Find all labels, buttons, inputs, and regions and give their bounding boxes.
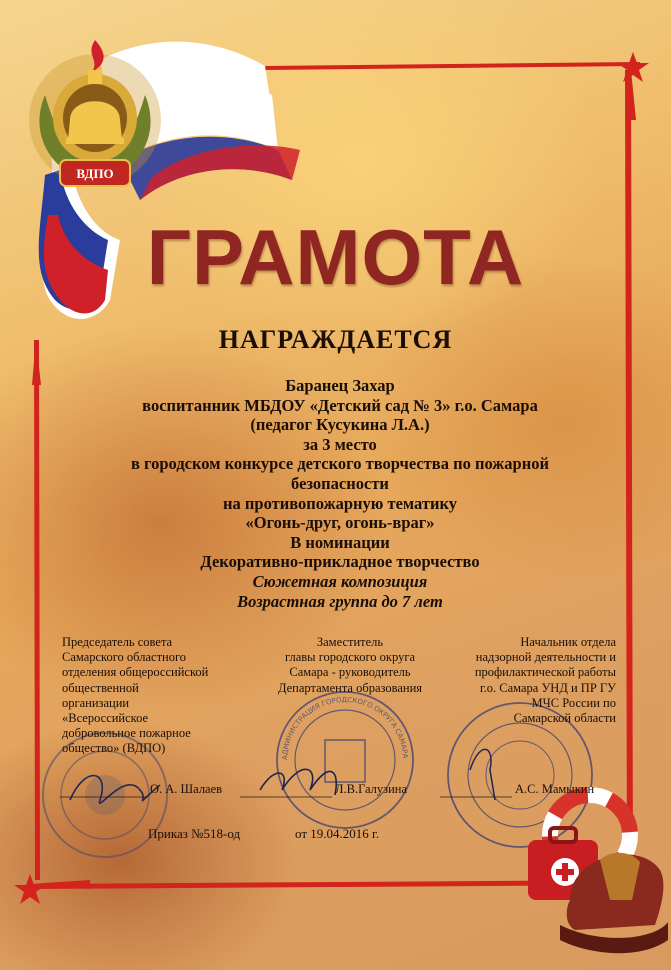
signatory-line: Департамента образования (277, 680, 423, 695)
award-line: (педагог Кусукина Л.А.) (250, 415, 430, 435)
signatory-line: г.о. Самара УНД и ПР ГУ (479, 680, 616, 695)
award-line: воспитанник МБДОУ «Детский сад № 3» г.о. Самара (142, 395, 538, 415)
signatory-line: Самарского областного (62, 650, 187, 665)
signatory-line: «Всероссийское (62, 711, 149, 726)
svg-text:АДМИНИСТРАЦИЯ ГОРОДСКОГО ОКРУГ (281, 696, 409, 760)
signatory-right (444, 635, 616, 726)
emblem-badge-text: ВДПО (76, 166, 114, 181)
signatory-line: добровольное пожарное (62, 726, 191, 741)
signatory-line: Начальник отдела (520, 635, 616, 649)
stamp-center (277, 692, 413, 828)
signatory-line: Самара - руководитель (289, 665, 411, 680)
signatory-line: профилактической работы (474, 665, 616, 680)
recipient-name: Баранец Захар (285, 376, 395, 395)
signatory-line: организации (62, 695, 130, 710)
award-line: за 3 место (303, 434, 377, 454)
signatory-center-name: Л.В.Галузина (335, 782, 407, 796)
award-line: безопасности (291, 473, 389, 493)
awarded-label: НАГРАЖДАЕТСЯ (218, 325, 453, 354)
award-line: В номинации (290, 532, 390, 552)
award-line: Декоративно-прикладное творчество (200, 552, 480, 572)
award-line: в городском конкурсе детского творчества по пожарной (131, 454, 549, 474)
award-line: «Огонь-друг, огонь-враг» (245, 513, 435, 533)
signatory-line: надзорной деятельности и (475, 650, 616, 665)
signatory-center (250, 635, 450, 696)
signatory-line: МЧС России по (531, 695, 616, 710)
stamp-center-ring-text: АДМИНИСТРАЦИЯ ГОРОДСКОГО ОКРУГА САМАРА (280, 695, 410, 761)
signatory-line: главы городского округа (284, 650, 416, 665)
award-line: на противопожарную тематику (223, 493, 457, 513)
signatory-right-name: А.С. Мамыкин (515, 782, 595, 796)
order-number: Приказ №518-од (148, 826, 241, 841)
signatory-line: Заместитель (316, 635, 384, 649)
signatory-line: отделения общероссийской (62, 665, 209, 680)
signatory-line: общество» (ВДПО) (62, 741, 166, 756)
certificate-title: ГРАМОТА (146, 213, 525, 301)
signatory-left (62, 635, 208, 757)
order-date: от 19.04.2016 г. (295, 826, 380, 841)
award-line: Возрастная группа до 7 лет (237, 591, 443, 611)
award-line: Сюжетная композиция (252, 571, 428, 591)
award-text (80, 376, 600, 611)
signatory-line: общественной (62, 680, 139, 695)
signatory-line: Самарской области (513, 711, 616, 726)
signatory-left-name: О. А. Шалаев (150, 782, 223, 796)
signatory-line: Председатель совета (62, 635, 173, 649)
